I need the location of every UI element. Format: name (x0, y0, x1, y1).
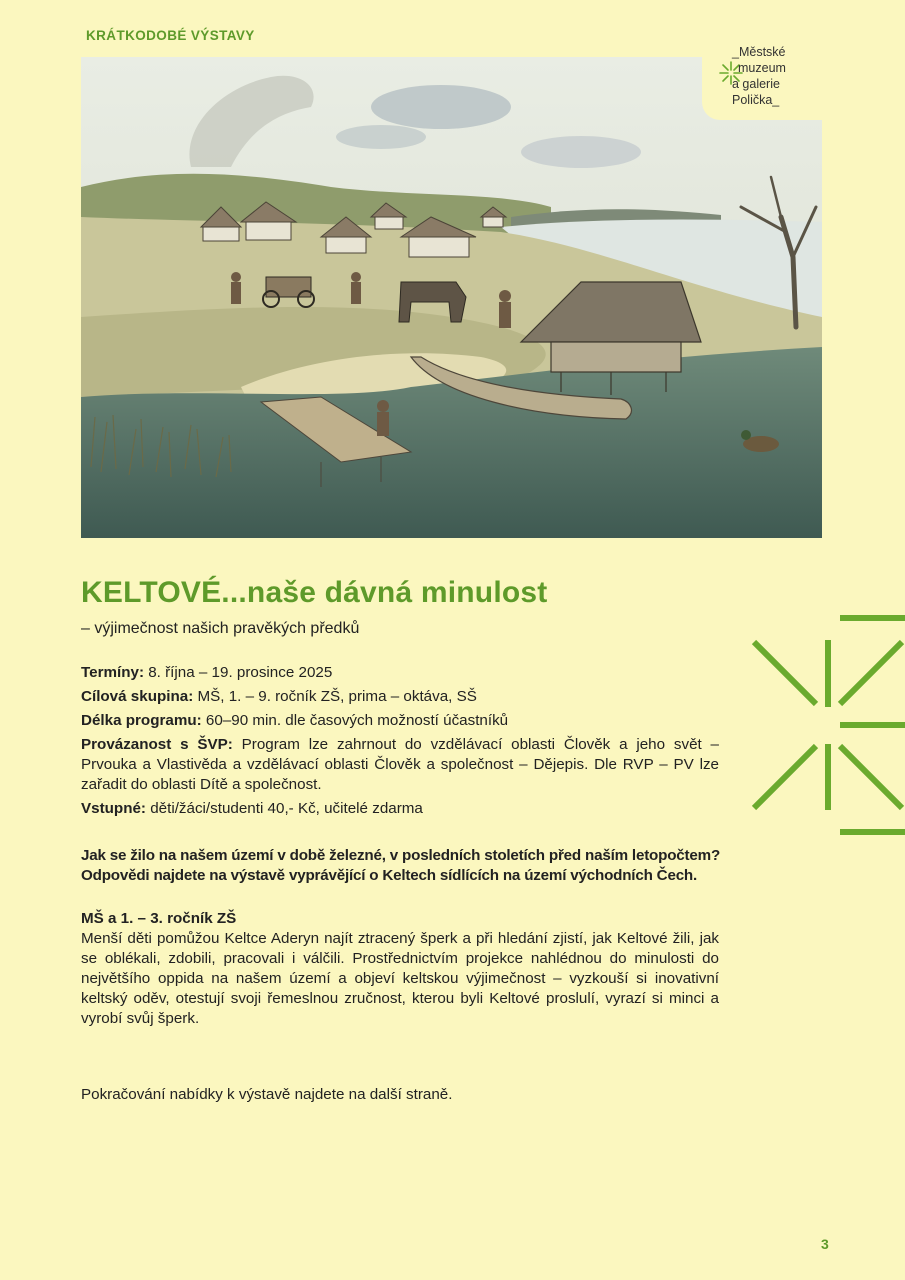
entry-label: Vstupné: (81, 800, 146, 817)
audience-value: MŠ, 1. – 9. ročník ZŠ, prima – oktáva, SŠ (193, 688, 477, 705)
length-value: 60–90 min. dle časových možností účastníků (201, 712, 509, 729)
intro-question (81, 846, 741, 886)
audience-row (81, 687, 719, 707)
program-info (81, 663, 719, 823)
program-description (81, 909, 719, 1029)
dates-row (81, 663, 719, 683)
continue-note: Pokračování nabídky k výstavě najdete na další straně. (81, 1086, 453, 1103)
logo-line-3: a galerie (732, 77, 780, 91)
question-line-1: Jak se žilo na našem území v době železné, v posledních stoletích před naším letopočtem? (81, 847, 721, 864)
logo-line-1: _Městské (732, 45, 786, 59)
article-title: KELTOVÉ...naše dávná minulost (81, 576, 548, 609)
entry-value: děti/žáci/studenti 40,- Kč, učitelé zdarma (145, 800, 423, 817)
svp-label: Provázanost s ŠVP: (81, 736, 233, 753)
logo-line-4: Polička_ (732, 93, 780, 107)
question-line-2: Odpovědi najdete na výstavě vyprávějící o Keltech sídlících na území východních Čech. (81, 867, 698, 884)
entry-row (81, 799, 719, 819)
celtic-village-illustration (81, 57, 822, 538)
hero-illustration (81, 57, 822, 538)
program-heading: MŠ a 1. – 3. ročník ZŠ (81, 910, 237, 927)
page-number: 3 (821, 1236, 829, 1252)
length-row (81, 711, 719, 731)
museum-logo (702, 40, 822, 120)
dates-value: 8. října – 19. prosince 2025 (144, 664, 333, 681)
article-subtitle: – výjimečnost našich pravěkých předků (81, 620, 360, 637)
celtic-pattern-decoration (750, 612, 905, 838)
svp-row (81, 735, 719, 795)
section-label: KRÁTKODOBÉ VÝSTAVY (86, 28, 255, 43)
svp-value: Program lze zahrnout do vzdělávací oblasti Člověk a jeho svět – Prvouka a Vlastivěda a vzdělávací oblasti Člověk a společnost – Dějepis. Dle RVP – PV lze zařadit do oblasti Dítě a společnost. (81, 736, 719, 793)
dates-label: Termíny: (81, 664, 145, 681)
audience-label: Cílová skupina: (81, 688, 194, 705)
length-label: Délka programu: (81, 712, 202, 729)
logo-line-2: muzeum (738, 61, 786, 75)
program-body: Menší děti pomůžou Keltce Aderyn najít ztracený šperk a při hledání zjistí, jak Keltové žili, jak se oblékali, zdobili, pracovali i válčili. Prostřednictvím projekce nahlédnou do minulosti do největšího oppida na našem území a objeví keltskou výjimečnost – vyzkouší si inovativní keltský oděv, otestují svoji řemeslnou zručnost, kterou byli Keltové proslulí, vyrazí si minci a vyrobí svůj šperk. (81, 930, 719, 1027)
